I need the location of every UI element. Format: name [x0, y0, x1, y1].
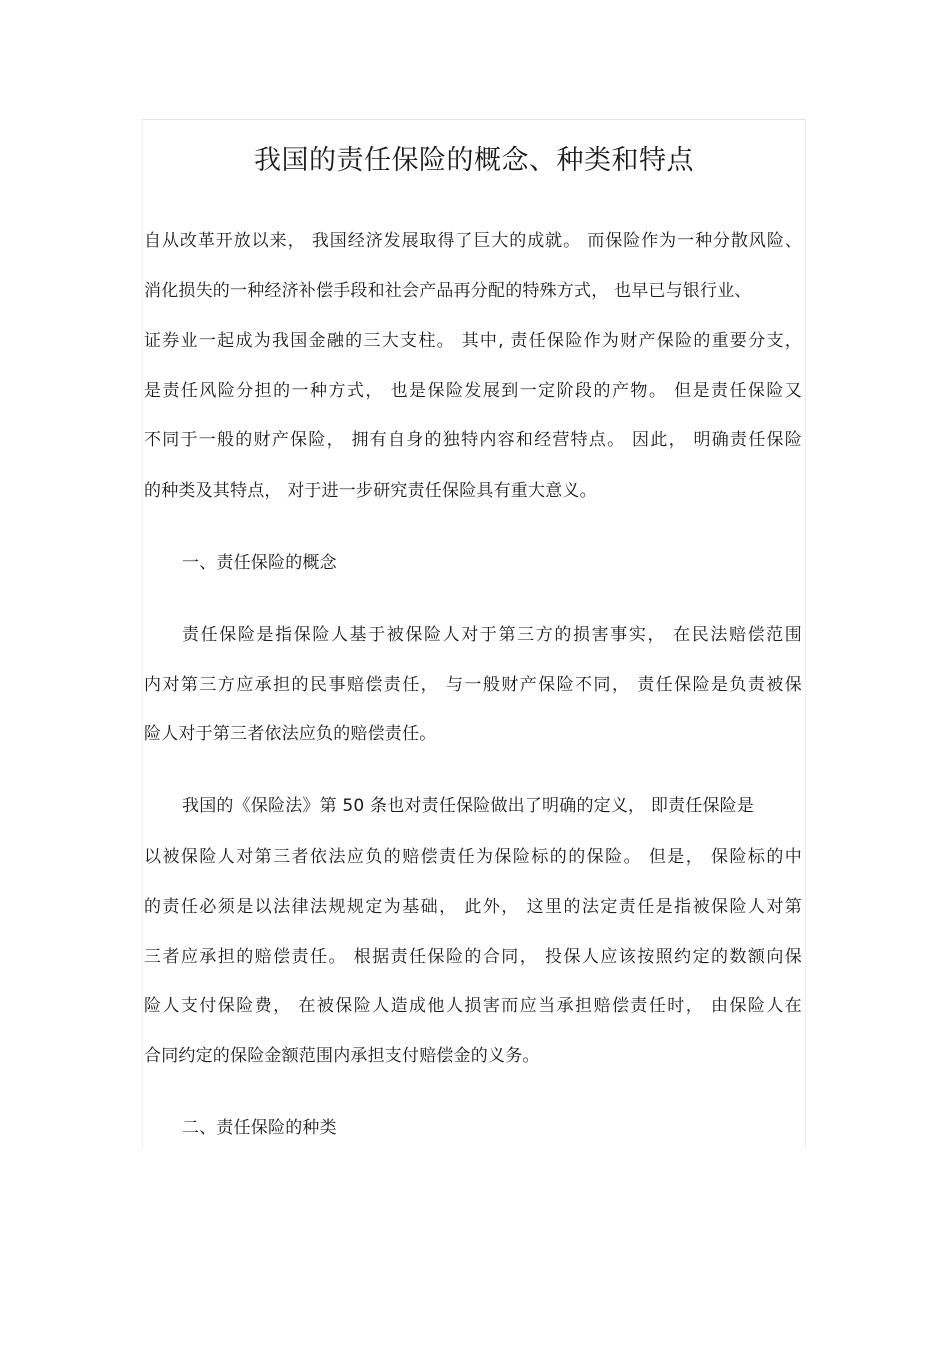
concept-para2-line-4: 三者应承担的赔偿责任。 根据责任保险的合同， 投保人应该按照约定的数额向保	[144, 947, 802, 967]
intro-line-5: 不同于一般的财产保险， 拥有自身的独特内容和经营特点。 因此， 明确责任保险	[144, 430, 802, 450]
section-heading-types: 二、责任保险的种类	[182, 1118, 337, 1138]
concept-para2-line-1: 我国的《保险法》第 50 条也对责任保险做出了明确的定义， 即责任保险是	[182, 796, 755, 816]
concept-para1-line-1: 责任保险是指保险人基于被保险人对于第三方的损害事实， 在民法赔偿范围	[182, 625, 802, 645]
concept-para1-line-3: 险人对于第三者依法应负的赔偿责任。	[144, 724, 437, 744]
section-heading-concept: 一、责任保险的概念	[182, 553, 337, 573]
concept-para2-line-2: 以被保险人对第三者依法应负的赔偿责任为保险标的的保险。 但是， 保险标的中	[144, 847, 802, 867]
intro-line-1: 自从改革开放以来， 我国经济发展取得了巨大的成就。 而保险作为一种分散风险、	[144, 231, 802, 251]
concept-para1-line-2: 内对第三方应承担的民事赔偿责任， 与一般财产保险不同， 责任保险是负责被保	[144, 675, 802, 695]
intro-line-3: 证券业一起成为我国金融的三大支柱。 其中, 责任保险作为财产保险的重要分支，	[144, 331, 802, 351]
intro-line-6: 的种类及其特点， 对于进一步研究责任保险具有重大意义。	[144, 481, 597, 501]
concept-para2-line-5: 险人支付保险费， 在被保险人造成他人损害而应当承担赔偿责任时， 由保险人在	[144, 996, 802, 1016]
concept-para2-line-3: 的责任必须是以法律法规规定为基础， 此外， 这里的法定责任是指被保险人对第	[144, 897, 802, 917]
intro-line-2: 消化损失的一种经济补偿手段和社会产品再分配的特殊方式， 也早已与银行业、	[144, 281, 752, 301]
document-title: 我国的责任保险的概念、种类和特点	[254, 145, 694, 176]
intro-line-4: 是责任风险分担的一种方式， 也是保险发展到一定阶段的产物。 但是责任保险又	[144, 381, 802, 401]
concept-para2-line-6: 合同约定的保险金额范围内承担支付赔偿金的义务。	[144, 1046, 540, 1066]
